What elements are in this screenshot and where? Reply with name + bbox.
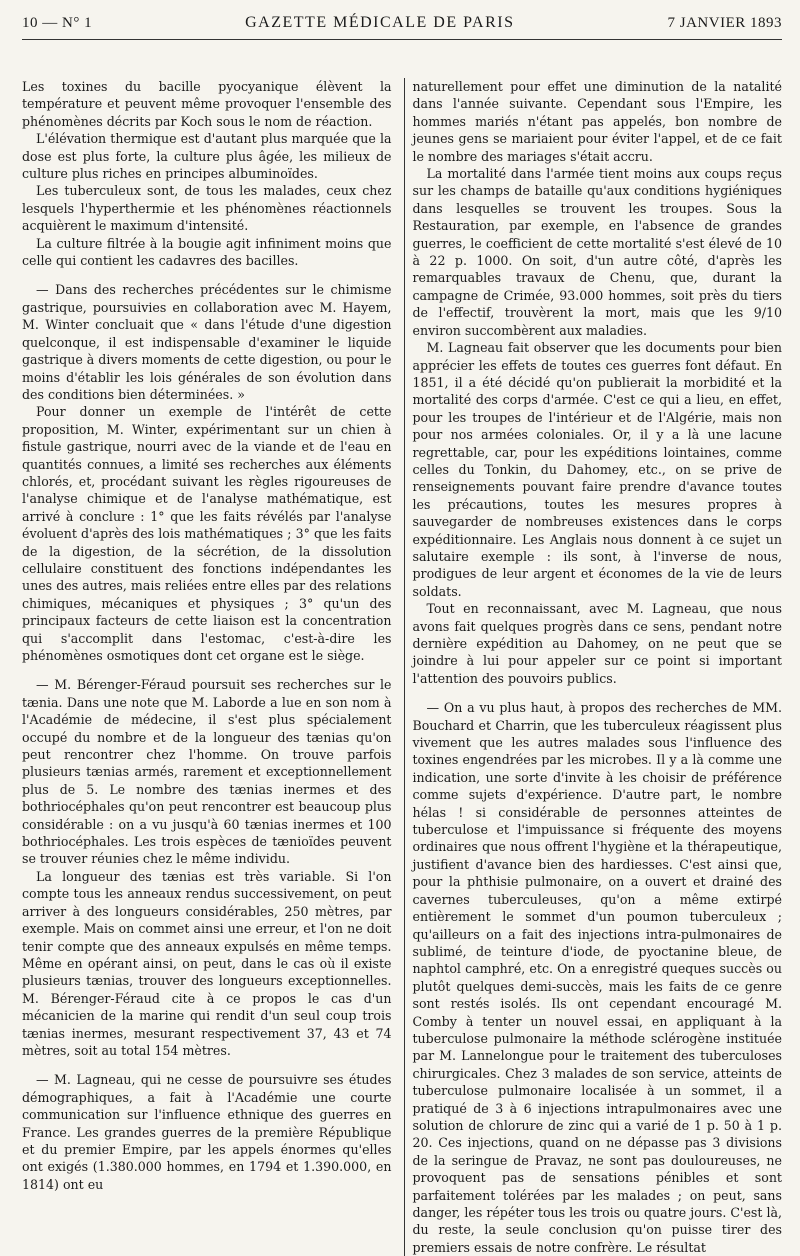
paragraph: La mortalité dans l'armée tient moins aux coups reçus sur les champs de bataille qu'aux conditions hygiéniques dans lesquelles se trouvent les troupes. Sous la Restauration, par exemple, en l'absence de grandes guerres, le coefficient de cette mortalité s'est élevé de 10 à 22 p. 1000. On soit, d'un autre côté, d'après les remarquables travaux de Chenu, que, durant la campagne de Crimée, 93.000 hommes, soit près du tiers de l'effectif, trouvèrent la mort, mais que les 9/10 environ succombèrent aux maladies.: [412, 166, 782, 338]
right-column: [413, 78, 783, 1256]
paragraph: Pour donner un exemple de l'intérêt de cette proposition, M. Winter, expérimentant sur un chien à fistule gastrique, nourri avec de la viande et de l'eau en quantités connues, a limité ses recherches aux éléments chlorés, et, procédant suivant les règles rigoureuses de l'analyse chimique et de l'analyse mathématique, est arrivé à conclure : 1° que les faits révélés par l'analyse évoluent d'après des lois mathématiques ; 3° que les faits de la digestion, de la sécrétion, de la dissolution cellulaire constituent des fonctions indépendantes les unes des autres, mais reliées entre elles par des relations chimiques, mécaniques et physiques ; 3° qu'un des principaux facteurs de cette liaison est la concentration qui s'accomplit dans l'estomac, c'est-à-dire les phénomènes osmotiques dont cet organe est le siège.: [22, 404, 392, 663]
journal-title: GAZETTE MÉDICALE DE PARIS: [245, 14, 515, 31]
paragraph: — Dans des recherches précédentes sur le chimisme gastrique, poursuivies en collaboration avec M. Hayem, M. Winter concluait que « dans l'étude d'une digestion quelconque, il est indispensable d'examiner le liquide gastrique à divers moments de cette digestion, ou pour le moins d'établir les lois générales de son évolution dans des conditions bien déterminées. »: [22, 282, 392, 402]
left-column: [22, 78, 392, 1256]
paragraph: Tout en reconnaissant, avec M. Lagneau, que nous avons fait quelques progrès dans ce sens, pendant notre dernière expédition au Dahomey, on ne peut que se joindre à lui pour appeler sur ce point si important l'attention des pouvoirs publics.: [412, 601, 782, 686]
column-rule: [404, 78, 405, 1256]
paragraph: Les toxines du bacille pyocyanique élèvent la température et peuvent même provoquer l'ensemble des phénomènes décrits par Koch sous le nom de réaction.: [22, 79, 392, 129]
paragraph: Les tuberculeux sont, de tous les malades, ceux chez lesquels l'hyperthermie et les phénomènes réactionnels acquièrent le maximum d'intensité.: [22, 183, 392, 234]
issue-date: 7 JANVIER 1893: [667, 15, 782, 31]
page-header: [22, 14, 782, 40]
paragraph: La culture filtrée à la bougie agit infiniment moins que celle qui contient les cadavres des bacilles.: [22, 235, 392, 269]
paragraph: — On a vu plus haut, à propos des recherches de MM. Bouchard et Charrin, que les tuberculeux réagissent plus vivement que les autres malades sous l'influence des toxines engendrées par les microbes. Il y a là comme une indication, une sorte d'invite à les choisir de préférence comme sujets d'expérience. D'autre part, le nombre hélas ! si considérable de personnes atteintes de tuberculose et l'impuissance si fréquente des moyens ordinaires que nous offrent l'hygiène et la thérapeutique, justifient d'avance bien des hardiesses. C'est ainsi que, pour la phthisie pulmonaire, on a ouvert et drainé des cavernes tuberculeuses, qu'on a même extirpé entièrement le sommet d'un poumon tuberculeux ; qu'ailleurs on a fait des injections intra-pulmonaires de sublimé, de teinture d'iode, de pyoctanine bleue, de naphtol camphré, etc. On a enregistré queques succès ou plutôt quelques demi-succès, mais les faits de ce genre sont restés isolés. Ils ont cependant encouragé M. Comby à tenter un nouvel essai, en appliquant à la tuberculose pulmonaire la méthode sclérogène instituée par M. Lannelongue pour le traitement des tuberculoses chirurgicales. Chez 3 malades de son service, atteints de tuberculose pulmonaire localisée à un sommet, il a pratiqué de 3 à 6 injections intrapulmonaires avec une solution de chlorure de zinc qui a varié de 1 p. 50 à 1 p. 20. Ces injections, quand on ne dépasse pas 3 divisions de la seringue de Pravaz, ne sont pas douloureuses, ne provoquent pas de sensations pénibles et sont parfaitement tolérées par les malades ; on peut, sans danger, les répéter tous les trois ou quatre jours. C'est là, du reste, la seule conclusion qu'on puisse tirer des premiers essais de notre confrère. Le résultat: [412, 700, 782, 1255]
paragraph: — M. Lagneau, qui ne cesse de poursuivre ses études démographiques, a fait à l'Académie une courte communication sur l'influence ethnique des guerres en France. Les grandes guerres de la première République et du premier Empire, par les appels énormes qu'elles ont exigés (1.380.000 hommes, en 1794 et 1.390.000, en 1814) ont eu: [22, 1072, 392, 1192]
paragraph: M. Lagneau fait observer que les documents pour bien apprécier les effets de toutes ces guerres font défaut. En 1851, il a été décidé qu'on publierait la morbidité et la mortalité des corps d'armée. C'est ce qui a lieu, en effet, pour les troupes de l'intérieur et de l'Algérie, mais non pour nos armées coloniales. Or, il y a là une lacune regrettable, car, pour les expéditions lointaines, comme celles du Tonkin, du Dahomey, etc., on se prive de renseignements pouvant faire prendre d'avance toutes les précautions, toutes les mesures propres à sauvegarder de nombreuses existences dans le corps expéditionnaire. Les Anglais nous donnent à ce sujet un salutaire exemple : ils sont, à l'inverse de nous, prodigues de leur argent et économes de la vie de leurs soldats.: [412, 340, 782, 599]
text-columns: [22, 78, 782, 1256]
paragraph: naturellement pour effet une diminution de la natalité dans l'année suivante. Cependant sous l'Empire, les hommes mariés n'étant pas appelés, bon nombre de jeunes gens se mariaient pour éviter l'appel, et de ce fait le nombre des mariages s'était accru.: [412, 79, 782, 164]
paragraph: L'élévation thermique est d'autant plus marquée que la dose est plus forte, la culture plus âgée, les milieux de culture plus riches en principes albuminoïdes.: [22, 131, 392, 182]
page-number: 10 — N° 1: [22, 15, 93, 31]
paragraph: — M. Bérenger-Féraud poursuit ses recherches sur le tænia. Dans une note que M. Laborde a lue en son nom à l'Académie de médecine, il s'est plus spécialement occupé du nombre et de la longueur des tænias qu'on peut rencontrer chez l'homme. On trouve parfois plusieurs tænias armés, rarement et exceptionnellement plus de 5. Le nombre des tænias inermes et des bothriocéphales qu'on peut rencontrer est beaucoup plus considérable : on a vu jusqu'à 60 tænias inermes et 100 bothriocéphales. Les trois espèces de tænioïdes peuvent se trouver réunies chez le même individu.: [22, 677, 392, 867]
paragraph: La longueur des tænias est très variable. Si l'on compte tous les anneaux rendus successivement, on peut arriver à des longueurs considérables, 250 mètres, par exemple. Mais on commet ainsi une erreur, et l'on ne doit tenir compte que des anneaux expulsés en même temps. Même en opérant ainsi, on peut, dans le cas où il existe plusieurs tænias, trouver des longueurs exceptionnelles. M. Bérenger-Féraud cite à ce propos le cas d'un mécanicien de la marine qui rendit d'un seul coup trois tænias inermes, mesurant respectivement 37, 43 et 74 mètres, soit au total 154 mètres.: [22, 868, 392, 1058]
